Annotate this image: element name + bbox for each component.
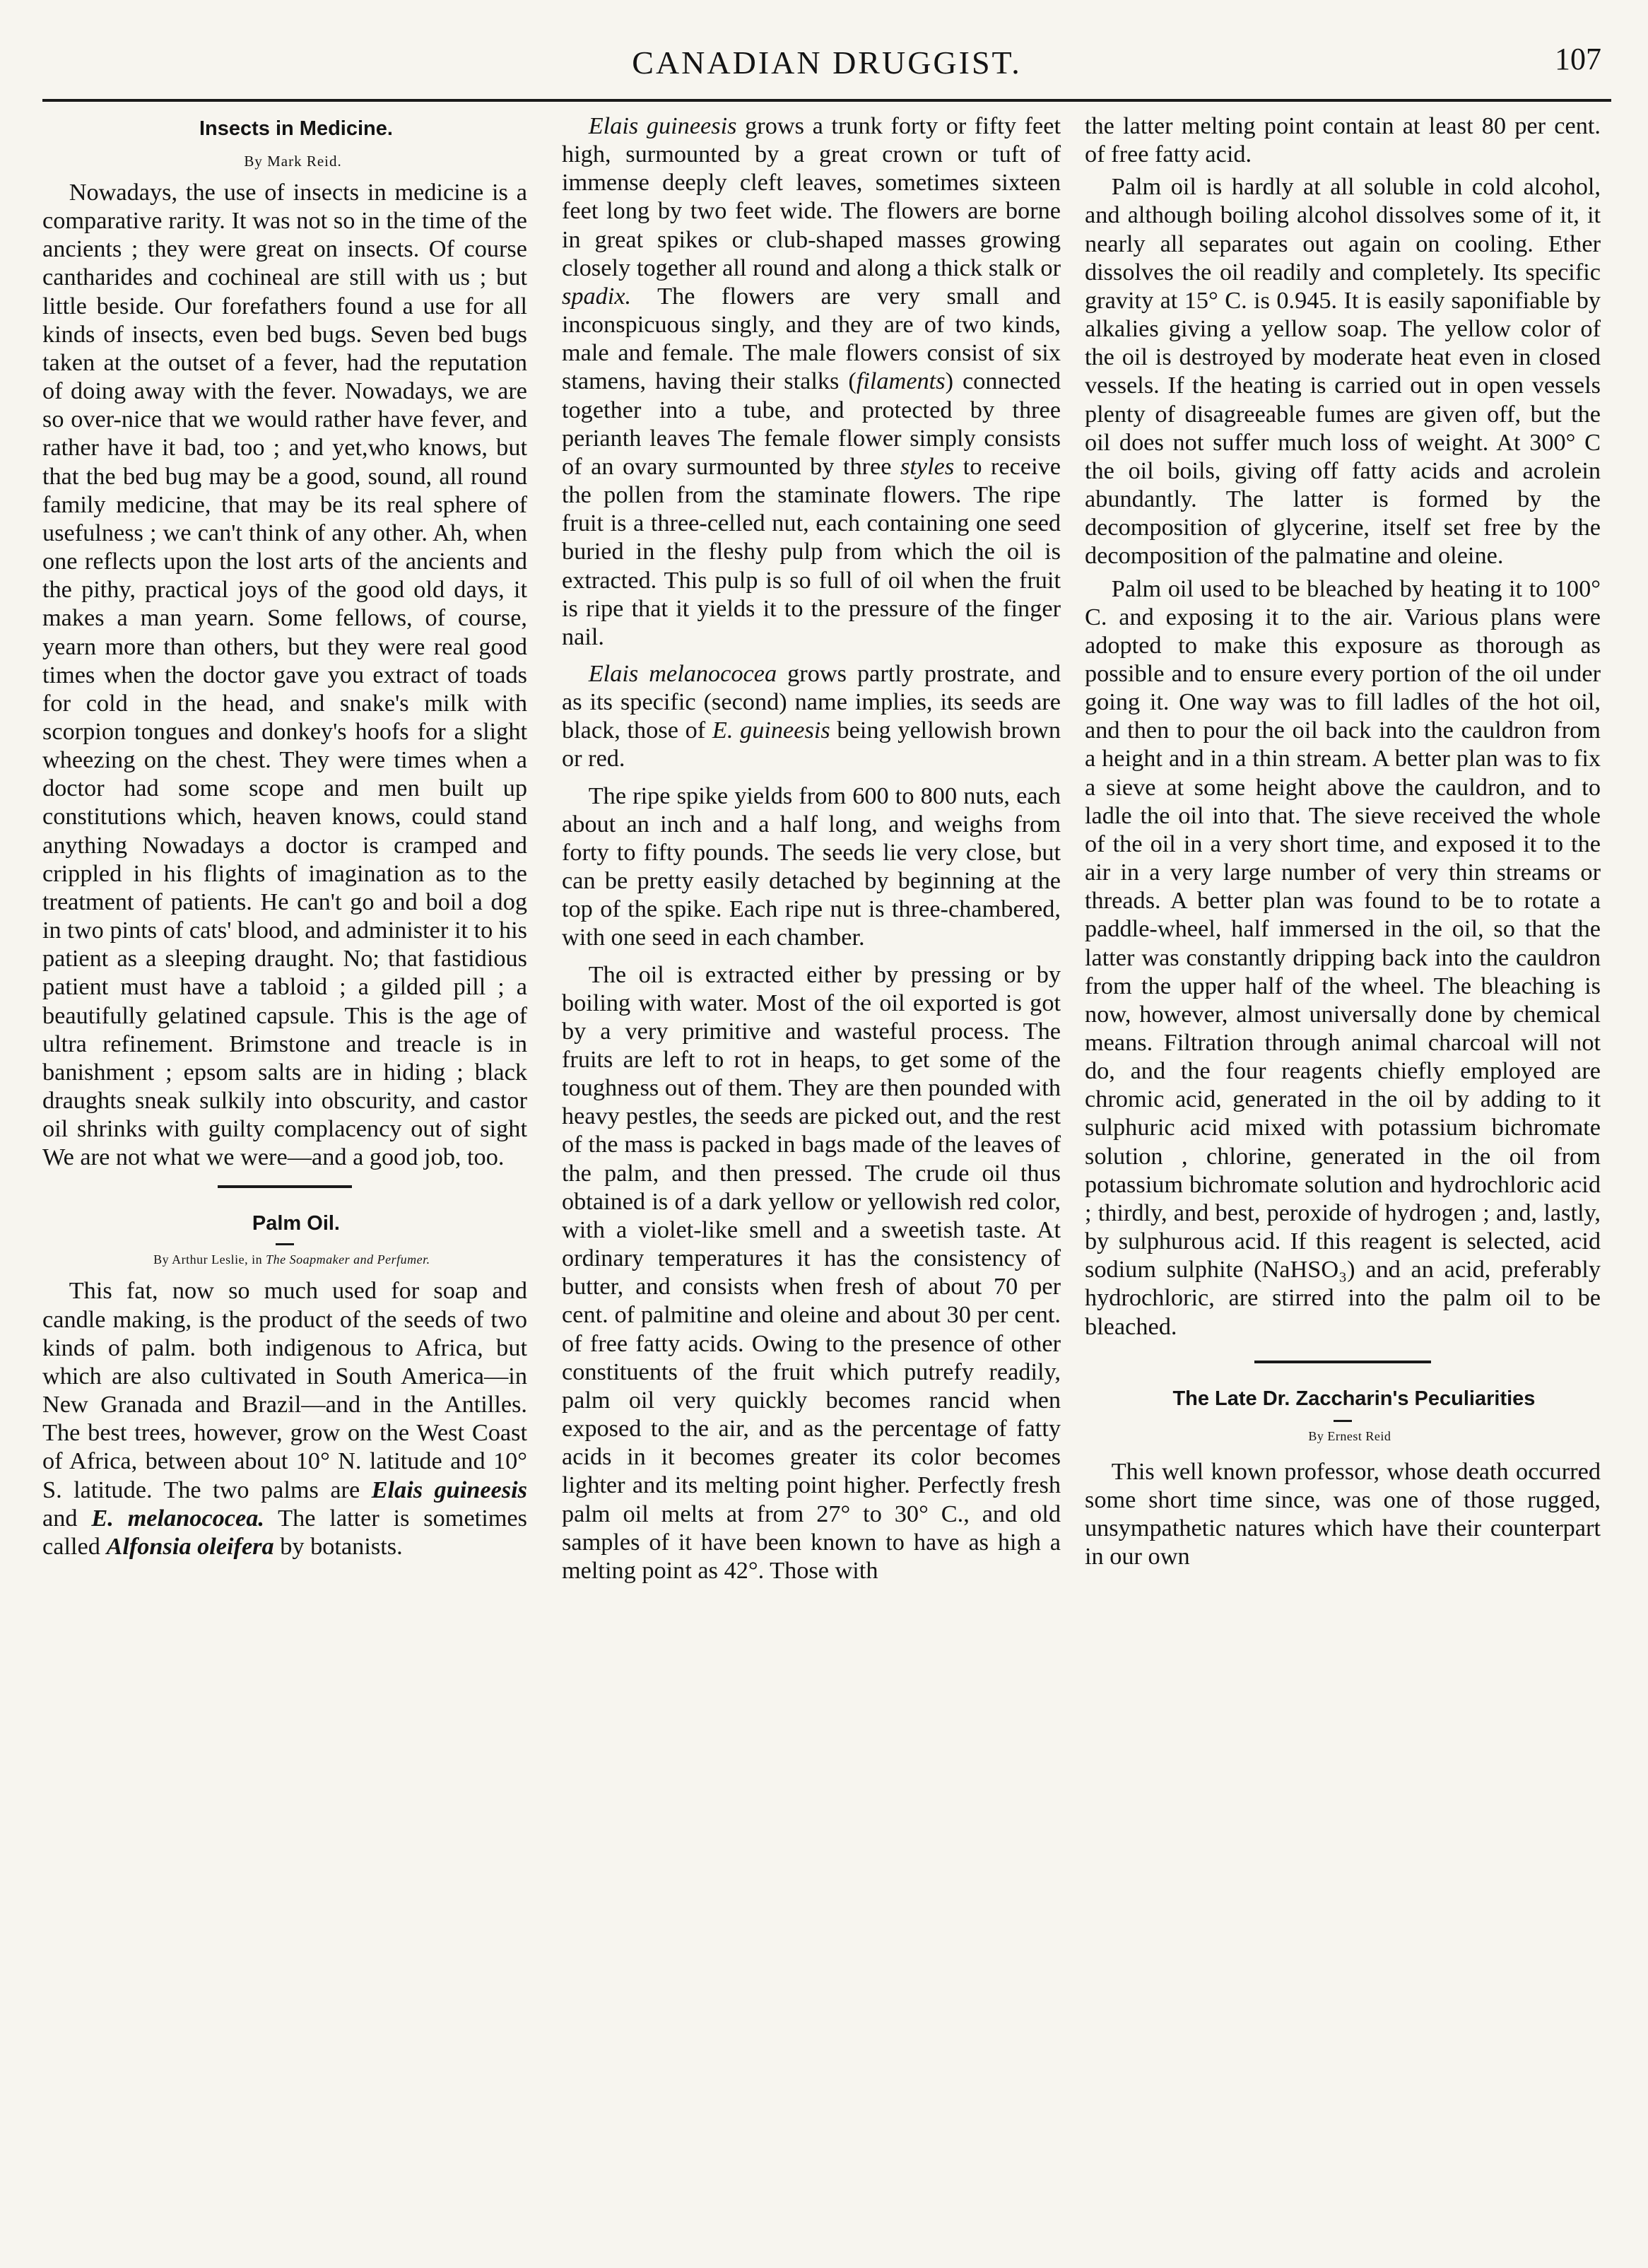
paragraph: Palm oil used to be bleached by heating it to 100° C. and exposing it to the air. Various plans were adopted to make this exposure as thorough as possible and to ensure every portion of the oil under going it. One way was to fill ladles of the hot oil, and then to pour the oil back into the cauldron from a height and in a thin stream. A better plan was to fix a sieve at some height above the cauldron, and to ladle the oil into that. The sieve received the whole of the oil in a very short time, and exposed it to the air in a very large number of very thin streams or threads. A better plan was found to be to rotate a paddle-wheel, half immersed in the oil, so that the latter was constantly dripping back into the cauldron from the upper half of the wheel. The bleaching is now, however, almost universally done by chemical means. Filtration through animal charcoal will not do, and the four reagents chiefly employed are chromic acid, generated in the oil by adding to it sulphuric acid mixed with potassium bichromate solution , chlorine, generated in the oil from potassium bichromate solution and hydrochloric acid ; thirdly, and best, peroxide of hydrogen ; and, lastly, by sulphurous acid. If this reagent is selected, acid sodium sulphite (NaHSO₃) and an acid, preferably hydrochloric, are stirred into the palm oil to be bleached. [1085,575,1601,1340]
text-run: grows partly prostrate, and as its specific (second) name implies, its seeds are black, those of [562,659,1061,744]
publication-title: CANADIAN DRUGGIST. [632,45,1022,81]
page-number: 107 [1555,42,1601,76]
paragraph: Nowadays, the use of insects in medicine is a comparative rarity. It was not so in the time of the ancients ; they were great on insects. Of course cantharides and cochineal are still with us ; but little beside. Our forefathers found a use for all kinds of insects, even bed bugs. Seven bed bugs taken at the outset of a fever, had the reputation of doing away with the fever. Nowadays, we are so over-nice that we would rather have fever, and rather have it bad, too ; and yet,who knows, but that the bed bug may be a good, sound, all round family medicine, that may be its real sphere of usefulness ; we can't think of any other. Ah, when one reflects upon the lost arts of the ancients and the pithy, practical joys of the good old days, it makes a man yearn. Some fellows, of course, yearn more than others, but they were real good times when the doctor gave you extract of toads for cold in the head, and snake's milk with scorpion tongues and donkey's hoofs for a slight wheezing on the chest. They were times when a doctor had some scope and men built up constitutions which, heaven knows, could stand anything Nowadays a doctor is cramped and crippled in his flights of imagination as to the treatment of patients. He can't go and boil a dog in two pints of cats' blood, and administer it to his patient as a sleeping draught. No; that fastidious patient must have a tabloid ; a gilded pill ; a beautifully gelatined capsule. This is the age of ultra refinement. Brimstone and treacle is in banishment ; epsom salts are in hiding ; black draughts sneak sulkily into obscurity, and castor oil shrinks with guilty complacency out of sight We are not what we were—and a good job, too. [42,179,527,1171]
paragraph: The oil is extracted either by pressing or by boiling with water. Most of the oil exported is got by a very primitive and wasteful process. The fruits are left to rot in heaps, to get some of the toughness out of them. They are then pounded with heavy pestles, the seeds are picked out, and the rest of the mass is packed in bags made of the leaves of the palm, and then pressed. The crude oil thus obtained is of a dark yellow or yellowish red color, with a violet-like smell and a sweetish taste. At ordinary temperatures it has the consistency of butter, and consists when fresh of about 70 per cent. of palmitine and oleine and about 30 per cent. of free fatty acids. Owing to the presence of other constituents of the fruit which putrefy readily, palm oil very quickly becomes rancid when exposed to the air, and as the percentage of fatty acids in it becomes greater its color becomes lighter and its melting point higher. Perfectly fresh palm oil melts at from 27° to 30° C., and old samples of it have been known to have as high a melting point as 42°. Those with [562,960,1061,1584]
paragraph: Palm oil is hardly at all soluble in cold alcohol, and although boiling alcohol dissolves some of it, it nearly all separates out again on cooling. Ether dissolves the oil readily and completely. Its specific gravity at 15° C. is 0.945. It is easily saponifiable by alkalies giving a yellow soap. The yellow color of the oil is destroyed by moderate heat even in closed vessels. If the heating is carried out in open vessels plenty of disagreeable fumes are given off, but the oil does not suffer much loss of weight. At 300° C the oil boils, giving off fatty acids and acrolein abundantly. The latter is formed by the decomposition of glycerine, itself set free by the decomposition of the palmatine and oleine. [1085,173,1601,570]
column-1 [42,112,527,1561]
article-heading-palm-oil: Palm Oil. [252,1212,340,1235]
section-separator [218,1185,352,1188]
species-name: E. guineesis [712,717,830,744]
header-rule [42,99,1611,102]
text-run: to receive the pollen from the staminate flowers. The ripe fruit is a three-celled nut, each containing one seed buried in the fleshy pulp from which the oil is extracted. This pulp is so full of oil when the fruit is ripe that it yields it to the pressure of the finger nail. [562,452,1061,650]
paragraph: The ripe spike yields from 600 to 800 nuts, each about an inch and a half long, and weighs from forty to fifty pounds. The seeds lie very close, but can be pretty easily detached by beginning at the top of the spike. Each ripe nut is three-chambered, with one seed in each chamber. [562,782,1061,951]
term: filaments [856,368,946,395]
paragraph: the latter melting point contain at least 80 per cent. of free fatty acid. [1085,112,1601,168]
species-name: Elais melanococea [588,659,777,687]
paragraph [562,112,1061,651]
byline-author: By Arthur Leslie, in [153,1252,263,1267]
text-run: The latter is sometimes called [42,1504,527,1560]
term: spadix. [562,282,632,310]
text-run: This fat, now so much used for soap and candle making, is the product of the seeds of two kinds of palm. both indigenous to Africa, but which are also cultivated in South America—in New Granada and Brazil—and in the Antilles. The best trees, however, grow on the West Coast of Africa, between about 10° N. latitude and 10° S. latitude. The two palms are [42,1277,527,1503]
page-header [42,28,1611,99]
text-run: by botanists. [280,1532,403,1560]
byline-insects: By Mark Reid. [244,153,342,170]
paragraph: This well known professor, whose death occurred some short time since, was one of those rugged, unsympathetic natures which have their counterpart in our own [1085,1457,1601,1570]
species-name: Elais guineesis [371,1476,527,1503]
species-name: Elais guineesis [588,112,737,139]
article-heading-zaccharin: The Late Dr. Zaccharin's Peculiarities [1172,1387,1536,1410]
byline-palm-oil [42,1245,527,1274]
byline-publication: The Soapmaker and Perfumer. [266,1252,430,1267]
paragraph [42,1276,527,1561]
article-heading-insects: Insects in Medicine. [199,117,393,140]
text-run: and [42,1504,78,1532]
column-3 [1085,112,1601,1570]
species-name: E. melanococea. [91,1504,264,1532]
text-run: ) connected together into a tube, and protected by three perianth leaves The female flower simply consists of an ovary surmounted by three [562,368,1061,480]
paragraph [562,659,1061,773]
column-2 [562,112,1061,1585]
text-run: grows a trunk forty or fifty feet high, surmounted by a great crown or tuft of immense deeply cleft leaves, sometimes sixteen feet long by two feet wide. The flowers are borne in great spikes or club-shaped masses growing closely together all round and along a thick stalk or [562,112,1061,281]
text-run: The flowers are very small and inconspicuous singly, and they are of two kinds, male and female. The male flowers consist of six stamens, having their stalks ( [562,282,1061,395]
section-separator [1254,1361,1431,1363]
byline-zaccharin: By Ernest Reid [1308,1428,1391,1443]
text-run: being yellowish brown or red. [562,717,1061,772]
species-name: Alfonsia oleifera [106,1532,274,1560]
term: styles [900,452,955,480]
